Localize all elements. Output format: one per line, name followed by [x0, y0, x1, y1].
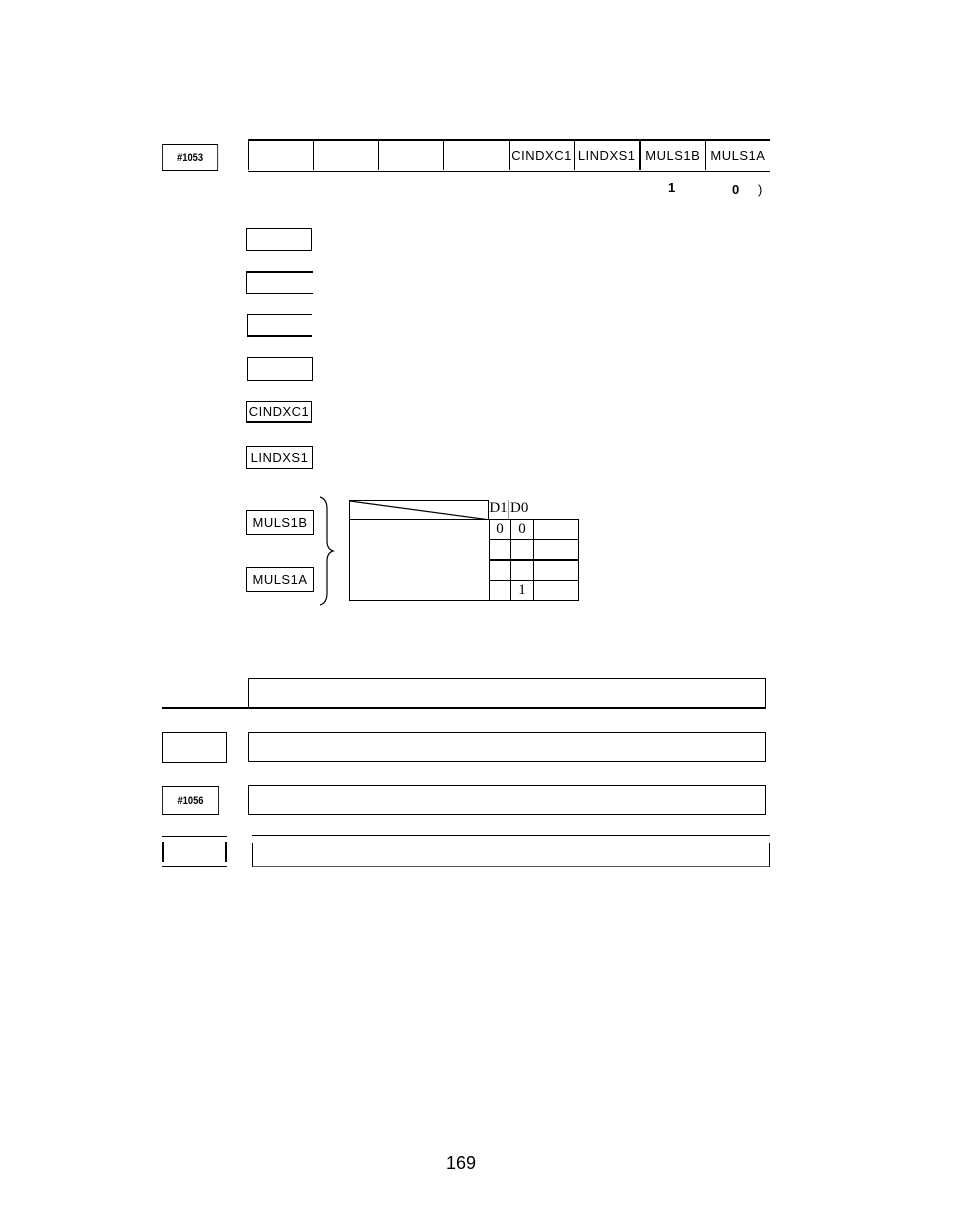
value-muls1b: 1	[668, 180, 676, 195]
param-number-1053	[162, 144, 218, 171]
bit-label-text: MULS1B	[252, 515, 308, 530]
mult-header-label: D1	[489, 500, 508, 516]
bit-label-box-7	[246, 228, 312, 251]
mult-cell: 0	[490, 520, 511, 540]
mult-cell	[490, 581, 511, 601]
mult-cell: 1	[511, 581, 534, 601]
bit-cell-5	[378, 141, 443, 170]
mult-cell	[534, 520, 579, 540]
param-number-label: #1053	[177, 151, 204, 164]
value-paren: )	[758, 182, 763, 197]
bit-cell-2	[574, 141, 639, 170]
bit-cell-label: LINDXS1	[577, 148, 636, 163]
param-number-label: #1056	[177, 794, 204, 807]
bit-cell-3	[509, 141, 574, 170]
bit-cell-7	[248, 141, 313, 170]
mult-row	[490, 540, 579, 561]
mult-row	[490, 560, 579, 581]
bit-cell-0	[705, 141, 770, 170]
bit-cell-label: MULS1A	[710, 148, 766, 163]
page-number-text: 169	[446, 1153, 477, 1173]
bit-cell-label: MULS1B	[645, 148, 701, 163]
mult-header-d0	[510, 500, 532, 519]
multiplier-table-header-diagonal	[349, 500, 489, 519]
mult-cell	[534, 540, 579, 561]
mult-header-d1	[489, 500, 509, 519]
bit-label-text: CINDXC1	[248, 404, 310, 419]
mult-row	[490, 581, 579, 601]
bit-cell-4	[443, 141, 508, 170]
mult-cell	[511, 540, 534, 561]
bit-label-lindxs1	[246, 446, 313, 469]
param-row-4-top-rule	[252, 835, 770, 836]
mult-row	[490, 520, 579, 540]
param-row-2-box	[248, 732, 766, 762]
bit-label-muls1b	[246, 510, 314, 535]
bit-label-muls1a	[246, 567, 314, 592]
param-number-1056	[162, 786, 219, 815]
param-number-box-2	[162, 732, 227, 763]
page-number	[446, 1153, 476, 1174]
param-row-1-box	[248, 678, 766, 709]
multiplier-table	[349, 500, 579, 601]
multiplier-table-grid	[489, 519, 579, 601]
multiplier-table-left-cell	[349, 519, 490, 601]
value-muls1a: 0	[732, 182, 740, 197]
bit-cell-1	[639, 141, 705, 170]
mult-cell	[511, 560, 534, 581]
bit-label-box-4	[247, 357, 313, 381]
mult-cell	[534, 560, 579, 581]
mult-cell	[534, 581, 579, 601]
mult-cell: 0	[511, 520, 534, 540]
param-row-4-box	[252, 843, 770, 867]
mult-header-label: D0	[510, 500, 529, 516]
bit-table	[248, 139, 770, 172]
right-brace-icon	[318, 495, 338, 607]
bit-label-text: MULS1A	[252, 572, 308, 587]
bit-cell-label: CINDXC1	[511, 148, 572, 163]
param-row-3-box	[248, 785, 766, 815]
bit-label-box-5	[247, 314, 312, 337]
param-number-box-4	[162, 836, 227, 867]
bit-cell-6	[313, 141, 378, 170]
mult-cell	[490, 540, 511, 561]
mult-cell	[490, 560, 511, 581]
bit-label-box-6	[246, 271, 313, 294]
bit-label-cindxc1	[246, 401, 312, 423]
bit-label-text: LINDXS1	[250, 450, 309, 465]
